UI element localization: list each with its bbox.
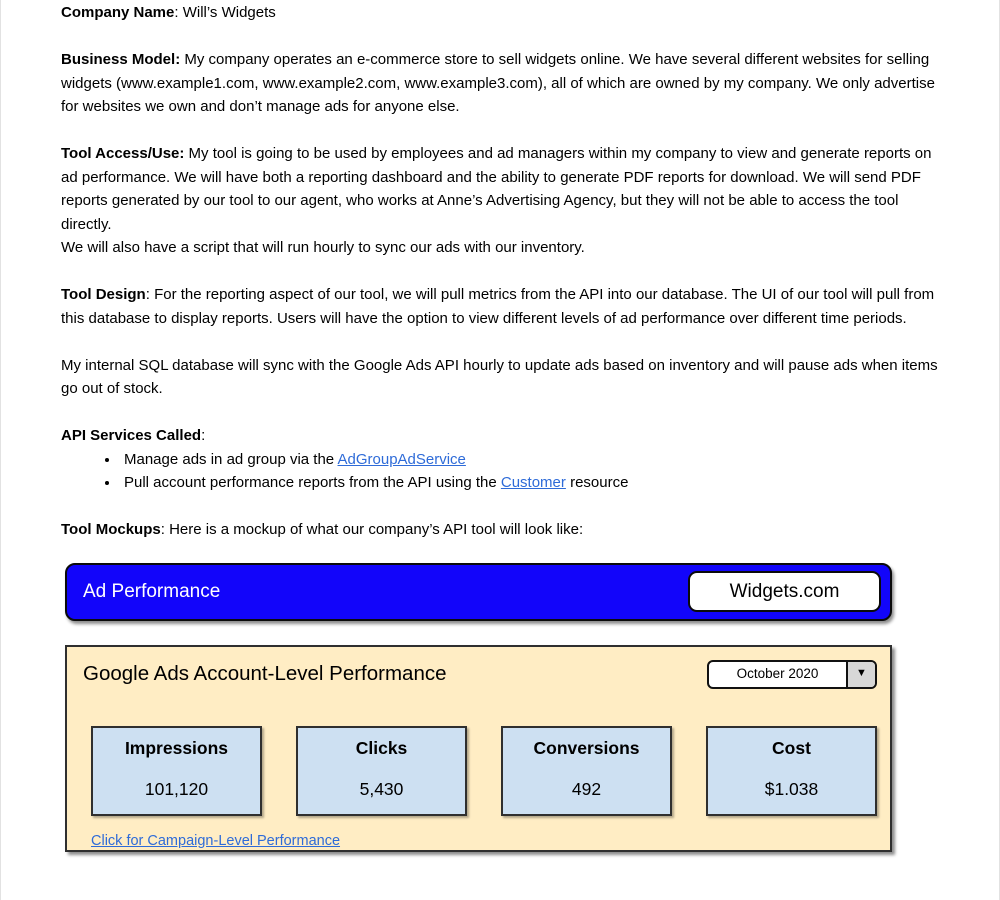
metric-card-conversions [501,726,672,816]
metric-label: Cost [772,737,811,758]
metric-value: 101,120 [144,779,209,799]
metric-value: 492 [571,779,602,799]
widgets-com-button[interactable]: Widgets.com [688,571,881,612]
metric-value: 5,430 [359,779,404,799]
tool-design-text: : For the reporting aspect of our tool, we will pull metrics from the API into our database. The UI of our tool will pull from this database to display reports. Users will have the option to view different levels of ad performance over different time periods. [61,286,935,327]
chevron-down-icon[interactable]: ▼ [846,662,875,687]
paragraph-tool-mockups [61,518,939,542]
metric-card-clicks [296,726,467,816]
business-model-text: My company operates an e-commerce store to sell widgets online. We have several different websites for selling widgets (www.example1.com, www.example2.com, www.example3.com), all of which are owned by my company. We only advertise for websites we own and don’t manage ads for anyone else. [61,51,935,115]
metric-label: Impressions [124,737,229,758]
month-dropdown-value: October 2020 [736,666,819,682]
api-services-label: API Services Called [61,427,202,444]
tool-access-text2: We will also have a script that will run hourly to sync our ads with our inventory. [61,239,585,256]
performance-panel [65,645,892,852]
customer-link[interactable]: Customer [500,474,566,491]
adgroupadservice-link[interactable]: AdGroupAdService [337,450,466,468]
bullet-2-post: resource [565,474,629,491]
metric-card-cost [706,726,877,816]
tool-mockup [65,563,892,852]
api-services-colon: : [201,427,206,444]
business-model-label: Business Model: [61,51,181,68]
metric-value: $1.038 [764,779,819,799]
panel-title: Google Ads Account-Level Performance [83,662,447,686]
tool-design-label: Tool Design [61,286,146,303]
list-item-customer [120,471,939,495]
list-item-adgroupadservice [120,448,939,472]
paragraph-company-name [61,1,939,25]
paragraph-tool-design [61,283,939,330]
paragraph-tool-access [61,142,939,260]
tool-mockups-text: : Here is a mockup of what our company’s API tool will look like: [160,521,584,538]
bullet-1-text: Manage ads in ad group via the [124,450,338,468]
mockup-header-bar [65,563,892,621]
metric-label: Clicks [355,737,408,758]
api-services-list [61,448,939,495]
tool-access-label: Tool Access/Use: [61,145,185,162]
document-body [1,0,999,852]
company-name-label: Company Name [61,4,175,21]
sql-sync-text: My internal SQL database will sync with the Google Ads API hourly to update ads based on inventory and will pause ads when items go out of stock. [61,356,938,397]
month-dropdown[interactable] [707,660,877,689]
paragraph-api-services [61,424,939,448]
tool-access-text: My tool is going to be used by employees and ad managers within my company to view and generate reports on ad performance. We will have both a reporting dashboard and the ability to generate PDF reports for download. We will send PDF reports generated by our tool to our agent, who works at Anne’s Advertising Agency, but they will not be able to access the tool directly. [61,145,932,233]
panel-header-row [67,647,890,689]
paragraph-sql-sync [61,354,939,401]
paragraph-business-model [61,48,939,119]
bullet-2-text: Pull account performance reports from the API using the [124,474,501,491]
metric-label: Conversions [533,737,640,758]
metric-card-impressions [91,726,262,816]
company-name-value: : Will’s Widgets [174,4,276,21]
mockup-header-title: Ad Performance [83,580,221,602]
campaign-level-link[interactable]: Click for Campaign-Level Performance [91,832,341,849]
metric-cards-row [91,726,877,816]
tool-mockups-label: Tool Mockups [61,521,161,538]
